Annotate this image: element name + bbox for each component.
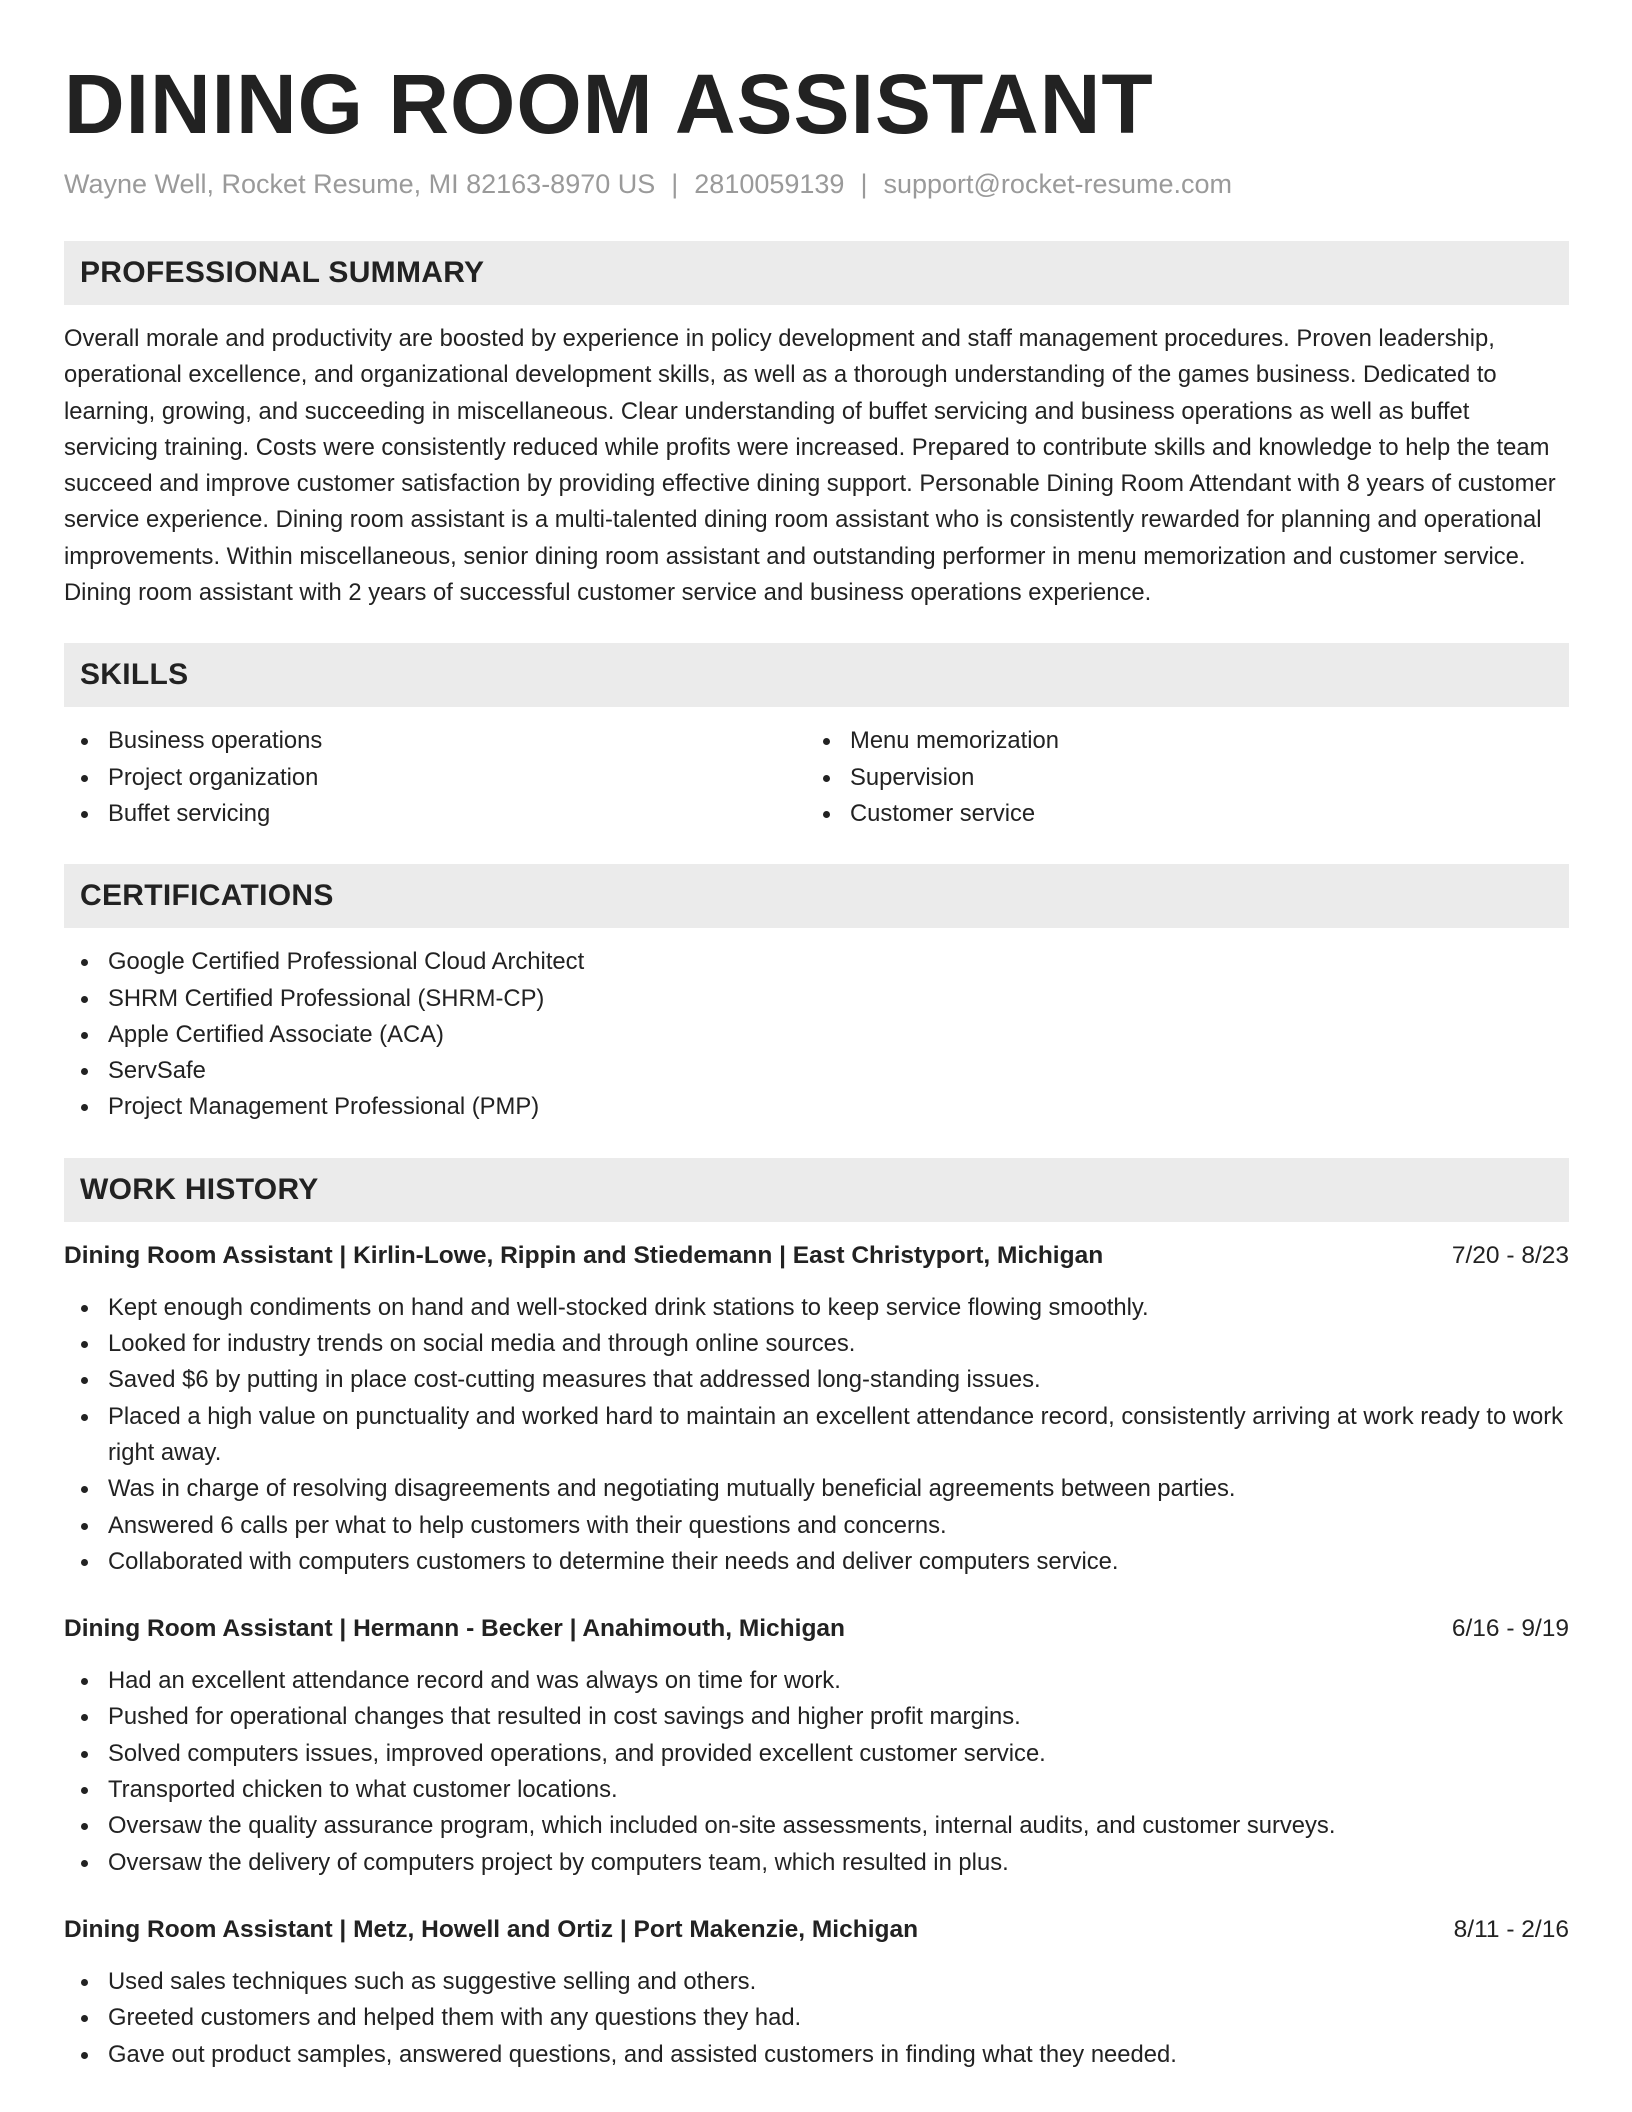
job-duty-item: Solved computers issues, improved operations, and provided excellent customer service.: [64, 1736, 1569, 1772]
job-duty-item: Greeted customers and helped them with any questions they had.: [64, 2000, 1569, 2036]
certification-item: ServSafe: [64, 1053, 1569, 1089]
skill-item: Customer service: [806, 796, 1548, 832]
skill-item: Menu memorization: [806, 723, 1548, 759]
job-duties-list: [64, 1964, 1569, 2073]
job-title: Dining Room Assistant | Metz, Howell and Ortiz | Port Makenzie, Michigan: [64, 1915, 919, 1943]
job-header: [64, 1611, 1569, 1647]
section-header-summary: PROFESSIONAL SUMMARY: [64, 241, 1569, 305]
resume-title: DINING ROOM ASSISTANT: [64, 57, 1154, 151]
job-duty-item: Had an excellent attendance record and was always on time for work.: [64, 1663, 1569, 1699]
skills-column-left: [64, 723, 806, 832]
skill-item: Supervision: [806, 760, 1548, 796]
job-header: [64, 1912, 1569, 1948]
job-header: [64, 1238, 1569, 1274]
job-title: Dining Room Assistant | Kirlin-Lowe, Rippin and Stiedemann | East Christyport, Michigan: [64, 1241, 1104, 1269]
certification-item: Project Management Professional (PMP): [64, 1089, 1569, 1125]
job-duties-list: [64, 1663, 1569, 1881]
contact-line: [64, 166, 1569, 202]
job-duty-item: Transported chicken to what customer locations.: [64, 1772, 1569, 1808]
job-duty-item: Oversaw the delivery of computers project by computers team, which resulted in plus.: [64, 1845, 1569, 1881]
contact-separator: |: [860, 169, 868, 199]
job-entry: [64, 1611, 1569, 1881]
job-dates: 7/20 - 8/23: [1451, 1241, 1569, 1269]
job-duty-item: Used sales techniques such as suggestive selling and others.: [64, 1964, 1569, 2000]
job-dates: 8/11 - 2/16: [1453, 1915, 1569, 1943]
contact-phone: 2810059139: [694, 169, 845, 199]
contact-email: support@rocket-resume.com: [883, 169, 1232, 199]
certification-item: Google Certified Professional Cloud Architect: [64, 944, 1569, 980]
job-duties-list: [64, 1290, 1569, 1580]
job-duty-item: Collaborated with computers customers to determine their needs and deliver computers service.: [64, 1544, 1569, 1580]
skills-list-left: [64, 723, 806, 832]
section-header-certifications: CERTIFICATIONS: [64, 864, 1569, 928]
job-duty-item: Was in charge of resolving disagreements and negotiating mutually beneficial agreements between parties.: [64, 1471, 1569, 1507]
job-duty-item: Placed a high value on punctuality and worked hard to maintain an excellent attendance record, consistently arriving at work ready to work right away.: [64, 1399, 1569, 1472]
job-duty-item: Gave out product samples, answered questions, and assisted customers in finding what they needed.: [64, 2037, 1569, 2073]
job-duty-item: Pushed for operational changes that resulted in cost savings and higher profit margins.: [64, 1699, 1569, 1735]
summary-text: Overall morale and productivity are boosted by experience in policy development and staff management procedures. Proven leadership, operational excellence, and organizational development skills, as well as a thorough understanding of the games business. Dedicated to learning, growing, and succeeding in miscellaneous. Clear understanding of buffet servicing and business operations as well as buffet servicing training. Costs were consistently reduced while profits were increased. Prepared to contribute skills and knowledge to help the team succeed and improve customer satisfaction by providing effective dining support. Personable Dining Room Attendant with 8 years of customer service experience. Dining room assistant is a multi-talented dining room assistant who is consistently rewarded for planning and operational improvements. Within miscellaneous, senior dining room assistant and outstanding performer in menu memorization and customer service. Dining room assistant with 2 years of successful customer service and business operations experience.: [64, 325, 1556, 607]
skills-grid: [64, 723, 1569, 832]
certification-item: SHRM Certified Professional (SHRM-CP): [64, 981, 1569, 1017]
certification-item: Apple Certified Associate (ACA): [64, 1017, 1569, 1053]
contact-address: Wayne Well, Rocket Resume, MI 82163-8970 US: [64, 169, 656, 199]
skills-column-right: [806, 723, 1548, 832]
job-dates: 6/16 - 9/19: [1451, 1615, 1569, 1643]
skill-item: Business operations: [64, 723, 806, 759]
job-duty-item: Saved $6 by putting in place cost-cutting measures that addressed long-standing issues.: [64, 1362, 1569, 1398]
job-entry: [64, 1238, 1569, 1580]
skill-item: Buffet servicing: [64, 796, 806, 832]
job-entry: [64, 1912, 1569, 2073]
job-duty-item: Oversaw the quality assurance program, which included on-site assessments, internal audits, and customer surveys.: [64, 1808, 1569, 1844]
job-title: Dining Room Assistant | Hermann - Becker | Anahimouth, Michigan: [64, 1615, 846, 1643]
resume-page: [64, 0, 1569, 2073]
skill-item: Project organization: [64, 760, 806, 796]
job-duty-item: Kept enough condiments on hand and well-stocked drink stations to keep service flowing smoothly.: [64, 1290, 1569, 1326]
contact-separator: |: [671, 169, 679, 199]
job-duty-item: Looked for industry trends on social media and through online sources.: [64, 1326, 1569, 1362]
skills-list-right: [806, 723, 1548, 832]
job-duty-item: Answered 6 calls per what to help customers with their questions and concerns.: [64, 1508, 1569, 1544]
section-header-work-history: WORK HISTORY: [64, 1158, 1569, 1222]
section-header-skills: SKILLS: [64, 643, 1569, 707]
certifications-list: [64, 944, 1569, 1125]
